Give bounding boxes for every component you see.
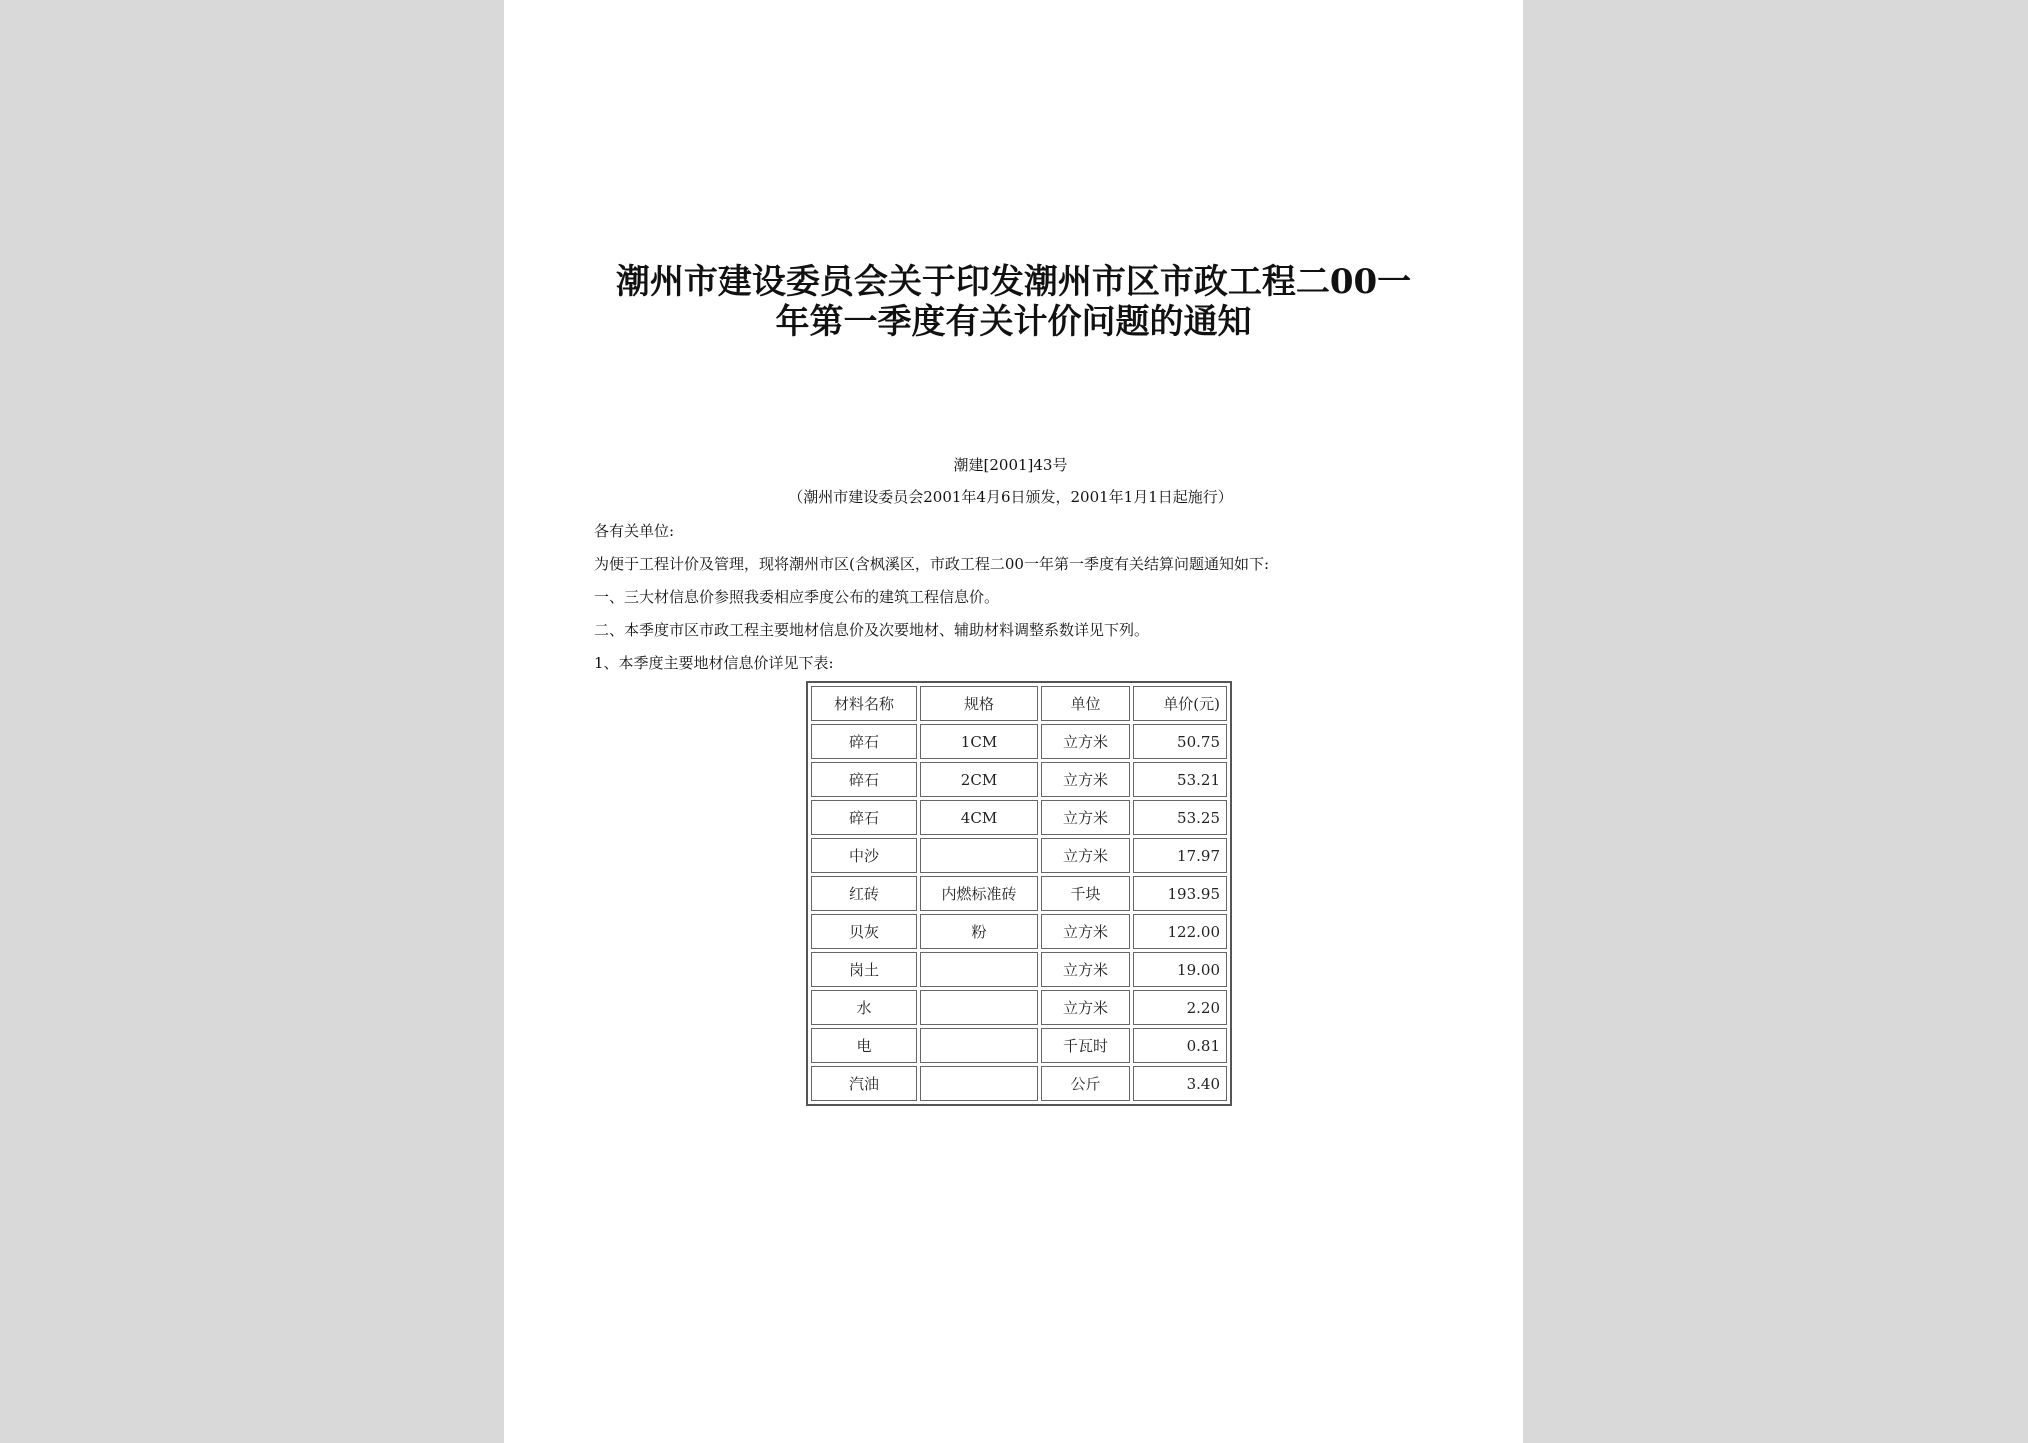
cell-unit: 公斤 xyxy=(1041,1066,1130,1101)
paragraph-intro: 为便于工程计价及管理，现将潮州市区(含枫溪区，市政工程二00一年第一季度有关结算问题通知如下: xyxy=(594,555,1269,573)
cell-price: 2.20 xyxy=(1133,990,1227,1025)
cell-price: 122.00 xyxy=(1133,914,1227,949)
cell-unit: 立方米 xyxy=(1041,762,1130,797)
cell-unit: 立方米 xyxy=(1041,914,1130,949)
cell-price: 0.81 xyxy=(1133,1028,1227,1063)
price-table xyxy=(806,681,1232,1106)
cell-name: 贝灰 xyxy=(811,914,917,949)
table-row xyxy=(811,952,1227,987)
header-unit-price: 单价(元) xyxy=(1133,686,1227,721)
table-row xyxy=(811,990,1227,1025)
issued-note: （潮州市建设委员会2001年4月6日颁发，2001年1月1日起施行） xyxy=(788,488,1233,506)
cell-name: 中沙 xyxy=(811,838,917,873)
cell-spec xyxy=(920,1066,1038,1101)
cell-spec: 粉 xyxy=(920,914,1038,949)
table-row xyxy=(811,1028,1227,1063)
cell-unit: 立方米 xyxy=(1041,724,1130,759)
table-row xyxy=(811,800,1227,835)
cell-unit: 千瓦时 xyxy=(1041,1028,1130,1063)
cell-unit: 立方米 xyxy=(1041,800,1130,835)
title-line-1: 潮州市建设委员会关于印发潮州市区市政工程二00一 xyxy=(615,262,1412,302)
cell-spec: 2CM xyxy=(920,762,1038,797)
cell-spec: 内燃标准砖 xyxy=(920,876,1038,911)
cell-price: 17.97 xyxy=(1133,838,1227,873)
cell-name: 红砖 xyxy=(811,876,917,911)
cell-spec xyxy=(920,952,1038,987)
table-row xyxy=(811,762,1227,797)
paragraph-item-2: 二、本季度市区市政工程主要地材信息价及次要地材、辅助材料调整系数详见下列。 xyxy=(594,621,1150,639)
cell-spec xyxy=(920,1028,1038,1063)
cell-price: 3.40 xyxy=(1133,1066,1227,1101)
cell-spec: 4CM xyxy=(920,800,1038,835)
table-row xyxy=(811,1066,1227,1101)
cell-name: 碎石 xyxy=(811,724,917,759)
cell-unit: 立方米 xyxy=(1041,838,1130,873)
cell-price: 193.95 xyxy=(1133,876,1227,911)
table-header-row xyxy=(811,686,1227,721)
cell-price: 53.21 xyxy=(1133,762,1227,797)
cell-price: 19.00 xyxy=(1133,952,1227,987)
cell-spec xyxy=(920,990,1038,1025)
cell-name: 碎石 xyxy=(811,762,917,797)
header-material-name: 材料名称 xyxy=(811,686,917,721)
cell-spec xyxy=(920,838,1038,873)
cell-name: 电 xyxy=(811,1028,917,1063)
cell-unit: 立方米 xyxy=(1041,952,1130,987)
cell-spec: 1CM xyxy=(920,724,1038,759)
paragraph-table-caption: 1、本季度主要地材信息价详见下表: xyxy=(594,654,834,672)
table-row xyxy=(811,724,1227,759)
title-line-2: 年第一季度有关计价问题的通知 xyxy=(775,302,1252,342)
table-row xyxy=(811,876,1227,911)
document-number: 潮建[2001]43号 xyxy=(953,456,1068,474)
table-row xyxy=(811,838,1227,873)
paragraph-salutation: 各有关单位: xyxy=(594,522,675,540)
cell-unit: 千块 xyxy=(1041,876,1130,911)
header-spec: 规格 xyxy=(920,686,1038,721)
cell-name: 水 xyxy=(811,990,917,1025)
cell-name: 碎石 xyxy=(811,800,917,835)
header-unit: 单位 xyxy=(1041,686,1130,721)
table-row xyxy=(811,914,1227,949)
document-title xyxy=(504,262,1523,342)
cell-name: 岗土 xyxy=(811,952,917,987)
document-page xyxy=(504,0,1523,1443)
cell-price: 50.75 xyxy=(1133,724,1227,759)
cell-name: 汽油 xyxy=(811,1066,917,1101)
cell-price: 53.25 xyxy=(1133,800,1227,835)
paragraph-item-1: 一、三大材信息价参照我委相应季度公布的建筑工程信息价。 xyxy=(594,588,1000,606)
cell-unit: 立方米 xyxy=(1041,990,1130,1025)
